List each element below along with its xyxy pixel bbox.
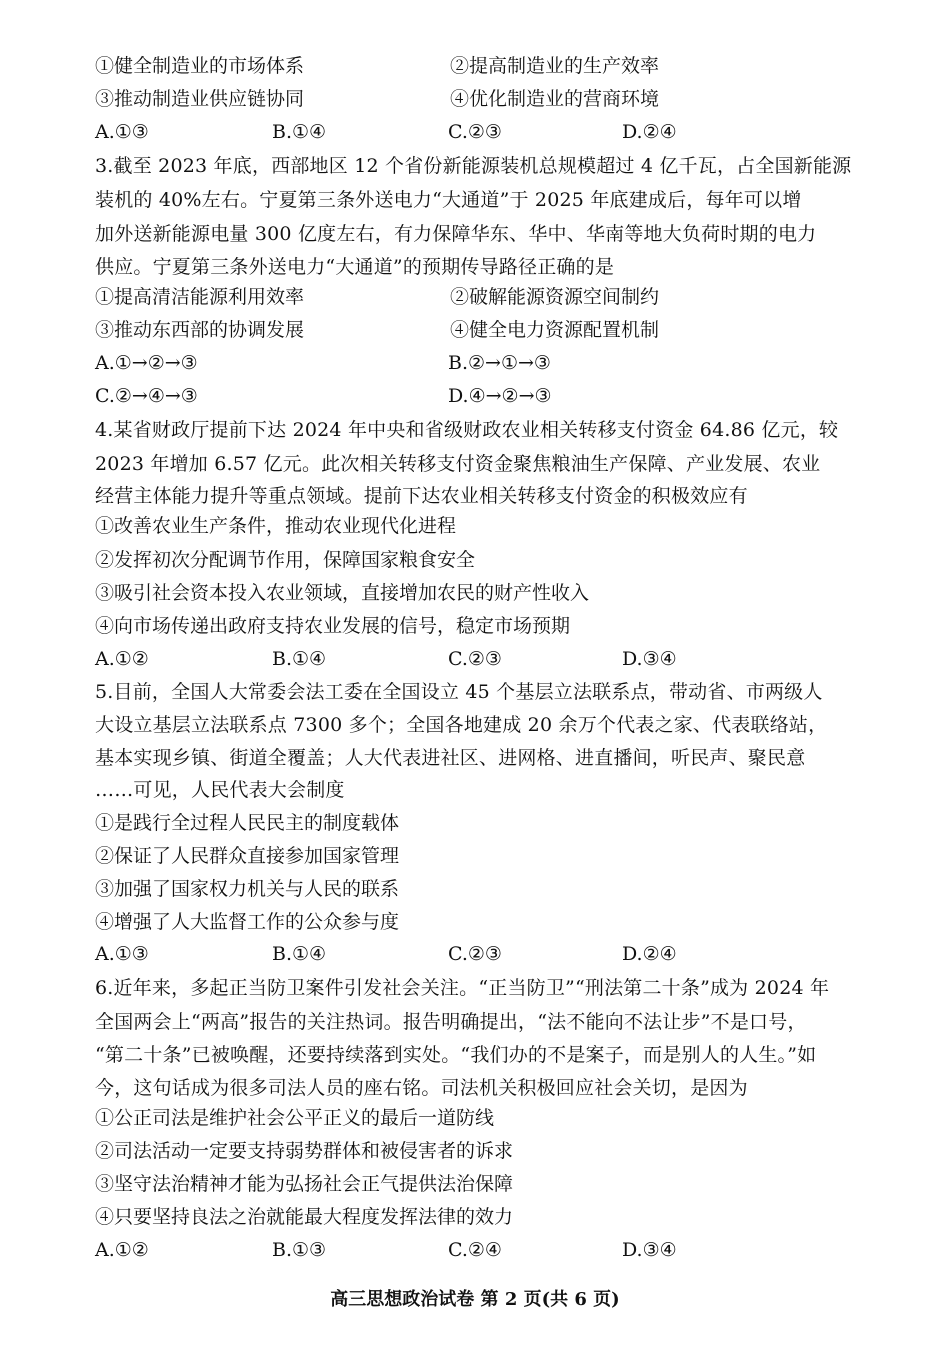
- q2-statement-2: ②提高制造业的生产效率: [450, 55, 660, 77]
- q3-statement-1: ①提高清洁能源利用效率: [95, 286, 305, 308]
- q5-option-a: A.①③: [95, 943, 149, 965]
- q6-stem-line: 全国两会上“两高”报告的关注热词。报告明确提出，“法不能向不法让步”不是口号，: [95, 1011, 807, 1033]
- q3-option-a: A.①→②→③: [95, 352, 198, 374]
- q6-option-d: D.③④: [622, 1239, 677, 1261]
- q6-option-b: B.①③: [272, 1239, 327, 1261]
- q5-stem-line: 基本实现乡镇、街道全覆盖；人大代表进社区、进网格、进直播间，听民声、聚民意: [95, 747, 806, 769]
- q5-statement-3: ③加强了国家权力机关与人民的联系: [95, 878, 400, 900]
- q5-statement-1: ①是践行全过程人民民主的制度载体: [95, 812, 400, 834]
- q3-option-b: B.②→①→③: [448, 352, 551, 374]
- q4-option-b: B.①④: [272, 648, 327, 670]
- q3-stem-line: 3.截至 2023 年底，西部地区 12 个省份新能源装机总规模超过 4 亿千瓦，占全国新能源: [95, 155, 852, 177]
- q5-stem-line: ……可见，人民代表大会制度: [95, 779, 345, 801]
- q3-statement-4: ④健全电力资源配置机制: [450, 319, 660, 341]
- q4-stem-line: 2023 年增加 6.57 亿元。此次相关转移支付资金聚焦粮油生产保障、产业发展、农业: [95, 453, 821, 475]
- q3-option-c: C.②→④→③: [95, 385, 198, 407]
- q2-statement-4: ④优化制造业的营商环境: [450, 88, 660, 110]
- q6-option-a: A.①②: [95, 1239, 149, 1261]
- q4-statement-2: ②发挥初次分配调节作用，保障国家粮食安全: [95, 549, 476, 571]
- q2-option-c: C.②③: [448, 121, 502, 143]
- q5-option-d: D.②④: [622, 943, 677, 965]
- q5-stem-line: 大设立基层立法联系点 7300 多个；全国各地建成 20 余万个代表之家、代表联络站，: [95, 714, 828, 736]
- q6-statement-1: ①公正司法是维护社会公平正义的最后一道防线: [95, 1107, 495, 1129]
- q4-statement-4: ④向市场传递出政府支持农业发展的信号，稳定市场预期: [95, 615, 571, 637]
- q4-option-a: A.①②: [95, 648, 149, 670]
- q2-option-b: B.①④: [272, 121, 327, 143]
- q5-stem-line: 5.目前，全国人大常委会法工委在全国设立 45 个基层立法联系点，带动省、市两级人: [95, 681, 823, 703]
- q3-stem-line: 装机的 40%左右。宁夏第三条外送电力“大通道”于 2025 年底建成后，每年可以增: [95, 189, 802, 211]
- q6-stem-line: 今，这句话成为很多司法人员的座右铭。司法机关积极回应社会关切，是因为: [95, 1077, 748, 1099]
- q3-option-d: D.④→②→③: [448, 385, 552, 407]
- q2-option-d: D.②④: [622, 121, 677, 143]
- q4-stem-line: 4.某省财政厅提前下达 2024 年中央和省级财政农业相关转移支付资金 64.86 亿元，较: [95, 419, 839, 441]
- q3-statement-3: ③推动东西部的协调发展: [95, 319, 305, 341]
- q4-statement-3: ③吸引社会资本投入农业领域，直接增加农民的财产性收入: [95, 582, 590, 604]
- q5-statement-4: ④增强了人大监督工作的公众参与度: [95, 911, 400, 933]
- q4-option-c: C.②③: [448, 648, 502, 670]
- q2-option-a: A.①③: [95, 121, 149, 143]
- page-footer: 高三思想政治试卷 第 2 页(共 6 页): [330, 1289, 620, 1310]
- q6-stem-line: “第二十条”已被唤醒，还要持续落到实处。“我们办的不是案子，而是别人的人生。”如: [95, 1044, 817, 1066]
- q2-statement-3: ③推动制造业供应链协同: [95, 88, 305, 110]
- q6-stem-line: 6.近年来，多起正当防卫案件引发社会关注。“正当防卫”“刑法第二十条”成为 2024 年: [95, 977, 830, 999]
- q6-statement-4: ④只要坚持良法之治就能最大程度发挥法律的效力: [95, 1206, 514, 1228]
- q4-stem-line: 经营主体能力提升等重点领域。提前下达农业相关转移支付资金的积极效应有: [95, 485, 748, 507]
- q5-option-b: B.①④: [272, 943, 327, 965]
- q6-statement-3: ③坚守法治精神才能为弘扬社会正气提供法治保障: [95, 1173, 514, 1195]
- q5-statement-2: ②保证了人民群众直接参加国家管理: [95, 845, 400, 867]
- q3-statement-2: ②破解能源资源空间制约: [450, 286, 660, 308]
- q6-option-c: C.②④: [448, 1239, 502, 1261]
- q4-statement-1: ①改善农业生产条件，推动农业现代化进程: [95, 515, 457, 537]
- q5-option-c: C.②③: [448, 943, 502, 965]
- q4-option-d: D.③④: [622, 648, 677, 670]
- q2-statement-1: ①健全制造业的市场体系: [95, 55, 305, 77]
- q3-stem-line: 供应。宁夏第三条外送电力“大通道”的预期传导路径正确的是: [95, 256, 615, 278]
- q3-stem-line: 加外送新能源电量 300 亿度左右，有力保障华东、华中、华南等地大负荷时期的电力: [95, 223, 817, 245]
- q6-statement-2: ②司法活动一定要支持弱势群体和被侵害者的诉求: [95, 1140, 514, 1162]
